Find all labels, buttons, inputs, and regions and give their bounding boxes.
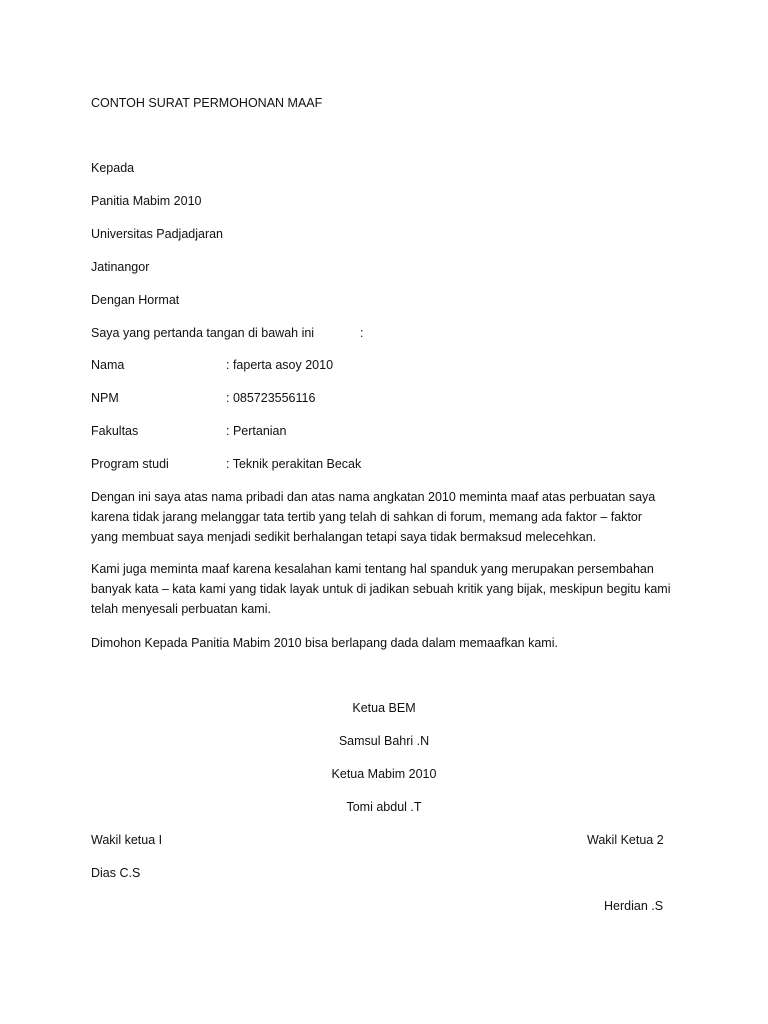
- paragraph-1-line: yang membuat saya menjadi sedikit berhalangan tetapi saya tidak bermaksud melecehkan.: [91, 530, 597, 544]
- paragraph-1-line: karena tidak jarang melanggar tata tertib yang telah di sahkan di forum, memang ada faktor – faktor: [91, 510, 643, 524]
- recipient-to: Kepada: [91, 161, 135, 175]
- ketua-bem-name: Samsul Bahri .N: [338, 734, 430, 748]
- paragraph-3: Dimohon Kepada Panitia Mabim 2010 bisa berlapang dada dalam memaafkan kami.: [91, 636, 558, 650]
- paragraph-2-line: Kami juga meminta maaf karena kesalahan kami tentang hal spanduk yang merupakan persembahan: [91, 562, 654, 576]
- recipient-line-1: Panitia Mabim 2010: [91, 194, 202, 208]
- intro-colon: :: [360, 326, 364, 340]
- wakil-ketua-1-name: Dias C.S: [91, 866, 141, 880]
- field-value-nama: : faperta asoy 2010: [226, 358, 334, 372]
- field-value-npm: : 085723556116: [226, 391, 316, 405]
- field-value-program-studi: : Teknik perakitan Becak: [226, 457, 362, 471]
- field-label-program-studi: Program studi: [91, 457, 169, 471]
- ketua-mabim-title: Ketua Mabim 2010: [331, 767, 437, 781]
- field-value-fakultas: : Pertanian: [226, 424, 287, 438]
- paragraph-2: [91, 559, 691, 619]
- wakil-ketua-2-name: Herdian .S: [604, 899, 664, 913]
- paragraph-2-line: banyak kata – kata kami yang tidak layak untuk di jadikan sebuah kritik yang bijak, meskipun begitu kami: [91, 582, 671, 596]
- ketua-bem-title: Ketua BEM: [352, 701, 416, 715]
- field-label-npm: NPM: [91, 391, 119, 405]
- field-label-fakultas: Fakultas: [91, 424, 139, 438]
- wakil-ketua-1-title: Wakil ketua I: [91, 833, 163, 847]
- intro-text: Saya yang pertanda tangan di bawah ini: [91, 326, 315, 340]
- recipient-line-3: Jatinangor: [91, 260, 150, 274]
- paragraph-1-line: Dengan ini saya atas nama pribadi dan atas nama angkatan 2010 meminta maaf atas perbuatan saya: [91, 490, 656, 504]
- greeting: Dengan Hormat: [91, 293, 180, 307]
- paragraph-1: [91, 487, 691, 547]
- recipient-line-2: Universitas Padjadjaran: [91, 227, 224, 241]
- ketua-mabim-name: Tomi abdul .T: [346, 800, 422, 814]
- letter-title: CONTOH SURAT PERMOHONAN MAAF: [91, 96, 323, 110]
- wakil-ketua-2-title: Wakil Ketua 2: [587, 833, 664, 847]
- field-label-nama: Nama: [91, 358, 125, 372]
- paragraph-2-line: telah menyesali perbuatan kami.: [91, 602, 271, 616]
